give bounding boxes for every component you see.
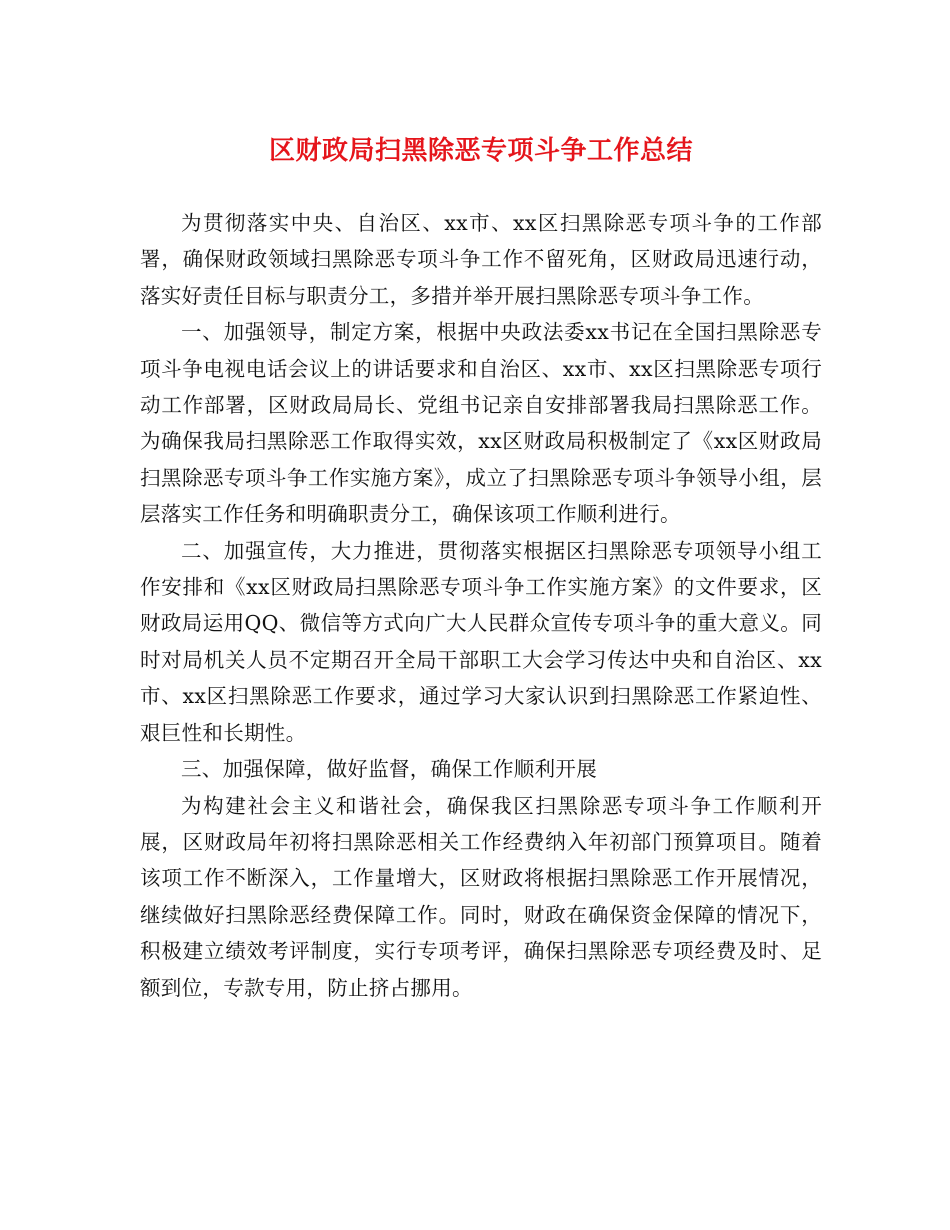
document-title: 区财政局扫黑除恶专项斗争工作总结	[268, 136, 693, 166]
document-body	[140, 205, 822, 1006]
paragraph-section-three: 为构建社会主义和谐社会，确保我区扫黑除恶专项斗争工作顺利开展，区财政局年初将扫黑除恶相关工作经费纳入年初部门预算项目。随着该项工作不断深入，工作量增大，区财政将根据扫黑除恶工作开展情况，继续做好扫黑除恶经费保障工作。同时，财政在确保资金保障的情况下，积极建立绩效考评制度，实行专项考评，确保扫黑除恶专项经费及时、足额到位，专款专用，防止挤占挪用。	[140, 793, 822, 1000]
heading-section-three: 三、加强保障，做好监督，确保工作顺利开展	[181, 757, 597, 782]
paragraph-intro: 为贯彻落实中央、自治区、xx市、xx区扫黑除恶专项斗争的工作部署，确保财政领域扫黑除恶专项斗争工作不留死角，区财政局迅速行动，落实好责任目标与职责分工，多措并举开展扫黑除恶专项斗争工作。	[140, 211, 822, 308]
paragraph-section-two: 二、加强宣传，大力推进，贯彻落实根据区扫黑除恶专项领导小组工作安排和《xx区财政局扫黑除恶专项斗争工作实施方案》的文件要求，区财政局运用QQ、微信等方式向广大人民群众宣传专项斗争的重大意义。同时对局机关人员不定期召开全局干部职工大会学习传达中央和自治区、xx市、xx区扫黑除恶工作要求，通过学习大家认识到扫黑除恶工作紧迫性、艰巨性和长期性。	[140, 538, 822, 745]
paragraph-section-one: 一、加强领导，制定方案，根据中央政法委xx书记在全国扫黑除恶专项斗争电视电话会议上的讲话要求和自治区、xx市、xx区扫黑除恶专项行动工作部署，区财政局局长、党组书记亲自安排部署我局扫黑除恶工作。为确保我局扫黑除恶工作取得实效，xx区财政局积极制定了《xx区财政局扫黑除恶专项斗争工作实施方案》，成立了扫黑除恶专项斗争领导小组，层层落实工作任务和明确职责分工，确保该项工作顺利进行。	[140, 320, 822, 527]
